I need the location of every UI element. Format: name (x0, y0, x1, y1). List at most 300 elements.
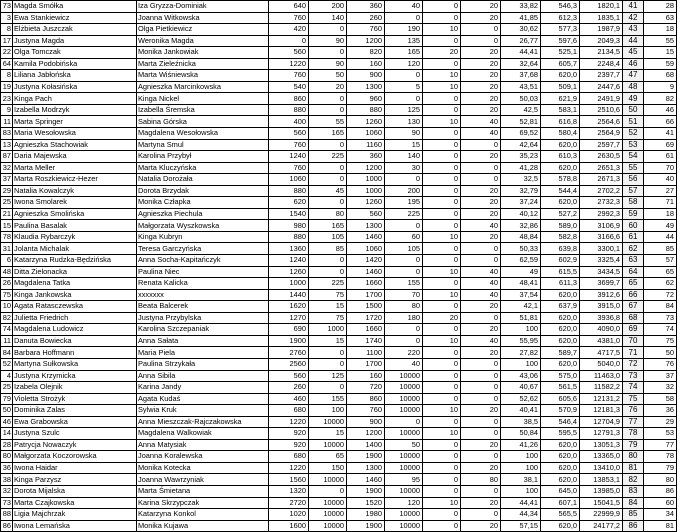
row-number-cell[interactable]: 48 (1, 266, 13, 278)
score-2-cell[interactable]: 10000 (309, 520, 347, 532)
score-2-cell[interactable]: 0 (309, 24, 347, 36)
rank-cell[interactable]: 73 (623, 370, 644, 382)
total-cell[interactable]: 2397,7 (580, 70, 623, 82)
score-3-cell[interactable]: 1160 (347, 139, 385, 151)
player-name-cell[interactable]: Ligia Majchrzak (13, 509, 137, 521)
score-4-cell[interactable]: 10000 (385, 405, 423, 417)
percentage-cell[interactable]: 100 (501, 358, 541, 370)
score-6-cell[interactable]: 20 (461, 347, 501, 359)
player-name-cell[interactable]: Patrycja Nowaczyk (13, 439, 137, 451)
score-4-cell[interactable]: 120 (385, 58, 423, 70)
score-1-cell[interactable]: 1060 (269, 174, 309, 186)
score-2-cell[interactable]: 10000 (309, 439, 347, 451)
row-number-cell[interactable]: 32 (1, 162, 13, 174)
total-cell[interactable]: 2564,9 (580, 128, 623, 140)
percentage-cell[interactable]: 27,82 (501, 347, 541, 359)
score-1-cell[interactable]: 2720 (269, 497, 309, 509)
total-cell[interactable]: 3936,8 (580, 312, 623, 324)
seat-cell[interactable]: 84 (644, 301, 677, 313)
row-number-cell[interactable]: 78 (1, 231, 13, 243)
points-cell[interactable]: 578,8 (541, 174, 580, 186)
rank-cell[interactable]: 75 (623, 393, 644, 405)
player-name-cell[interactable]: Dorota Mijalska (13, 485, 137, 497)
partner-name-cell[interactable]: Agnieszka Marcinkowska (137, 81, 269, 93)
score-3-cell[interactable]: 1700 (347, 289, 385, 301)
score-3-cell[interactable]: 1200 (347, 162, 385, 174)
player-name-cell[interactable]: Jolanta Michalak (13, 243, 137, 255)
partner-name-cell[interactable]: Anna Matysiak (137, 439, 269, 451)
total-cell[interactable]: 2134,5 (580, 47, 623, 59)
score-1-cell[interactable]: 880 (269, 185, 309, 197)
score-1-cell[interactable]: 2560 (269, 358, 309, 370)
player-name-cell[interactable]: Agnieszka Smolińska (13, 208, 137, 220)
total-cell[interactable]: 11463,0 (580, 370, 623, 382)
rank-cell[interactable]: 72 (623, 358, 644, 370)
partner-name-cell[interactable]: Anna Sibila (137, 370, 269, 382)
score-4-cell[interactable]: 70 (385, 289, 423, 301)
points-cell[interactable]: 589,7 (541, 347, 580, 359)
player-name-cell[interactable]: Martyna Sułkowska (13, 358, 137, 370)
percentage-cell[interactable]: 48,84 (501, 231, 541, 243)
score-4-cell[interactable]: 105 (385, 243, 423, 255)
score-5-cell[interactable]: 0 (423, 35, 461, 47)
player-name-cell[interactable]: Marta Roszkiewicz-Hezer (13, 174, 137, 186)
score-6-cell[interactable]: 0 (461, 35, 501, 47)
score-5-cell[interactable]: 10 (423, 70, 461, 82)
score-4-cell[interactable]: 30 (385, 162, 423, 174)
percentage-cell[interactable]: 100 (501, 485, 541, 497)
score-2-cell[interactable]: 55 (309, 116, 347, 128)
score-3-cell[interactable]: 1300 (347, 220, 385, 232)
rank-cell[interactable]: 62 (623, 243, 644, 255)
partner-name-cell[interactable]: Marta Kluczyńska (137, 162, 269, 174)
partner-name-cell[interactable]: Sabina Górska (137, 116, 269, 128)
points-cell[interactable]: 620,0 (541, 451, 580, 463)
score-1-cell[interactable]: 760 (269, 162, 309, 174)
score-3-cell[interactable]: 1660 (347, 324, 385, 336)
seat-cell[interactable]: 85 (644, 243, 677, 255)
seat-cell[interactable]: 44 (644, 231, 677, 243)
points-cell[interactable]: 577,3 (541, 24, 580, 36)
score-5-cell[interactable]: 0 (423, 485, 461, 497)
player-name-cell[interactable]: Justyna Magda (13, 35, 137, 47)
total-cell[interactable]: 1835,1 (580, 12, 623, 24)
points-cell[interactable]: 620,0 (541, 324, 580, 336)
row-number-cell[interactable]: 52 (1, 358, 13, 370)
score-5-cell[interactable]: 10 (423, 116, 461, 128)
player-name-cell[interactable]: Katarzyna Rudzka-Będzińska (13, 255, 137, 267)
score-6-cell[interactable]: 20 (461, 12, 501, 24)
score-4-cell[interactable]: 0 (385, 220, 423, 232)
player-name-cell[interactable]: Liliana Jabłońska (13, 70, 137, 82)
score-6-cell[interactable]: 20 (461, 104, 501, 116)
score-2-cell[interactable]: 15 (309, 335, 347, 347)
score-1-cell[interactable]: 1220 (269, 58, 309, 70)
percentage-cell[interactable]: 40,12 (501, 208, 541, 220)
rank-cell[interactable]: 66 (623, 289, 644, 301)
points-cell[interactable]: 595,5 (541, 428, 580, 440)
percentage-cell[interactable]: 37,68 (501, 70, 541, 82)
score-4-cell[interactable]: 40 (385, 1, 423, 13)
rank-cell[interactable]: 53 (623, 139, 644, 151)
percentage-cell[interactable]: 55,95 (501, 335, 541, 347)
percentage-cell[interactable]: 32,5 (501, 174, 541, 186)
player-name-cell[interactable]: Elżbieta Juszczak (13, 24, 137, 36)
score-5-cell[interactable]: 0 (423, 104, 461, 116)
score-5-cell[interactable]: 10 (423, 335, 461, 347)
player-name-cell[interactable]: Kinga Parzysz (13, 474, 137, 486)
total-cell[interactable]: 3434,5 (580, 266, 623, 278)
seat-cell[interactable]: 74 (644, 324, 677, 336)
score-3-cell[interactable]: 1900 (347, 451, 385, 463)
partner-name-cell[interactable]: Monika Człapka (137, 197, 269, 209)
score-4-cell[interactable]: 80 (385, 301, 423, 313)
score-3-cell[interactable]: 1460 (347, 474, 385, 486)
score-5-cell[interactable]: 0 (423, 220, 461, 232)
seat-cell[interactable]: 73 (644, 312, 677, 324)
score-1-cell[interactable]: 1220 (269, 416, 309, 428)
total-cell[interactable]: 4717,5 (580, 347, 623, 359)
score-5-cell[interactable]: 0 (423, 139, 461, 151)
score-2-cell[interactable]: 75 (309, 312, 347, 324)
score-3-cell[interactable]: 880 (347, 104, 385, 116)
score-3-cell[interactable]: 1460 (347, 266, 385, 278)
points-cell[interactable]: 605,7 (541, 58, 580, 70)
score-4-cell[interactable]: 0 (385, 266, 423, 278)
score-3-cell[interactable]: 1200 (347, 428, 385, 440)
score-6-cell[interactable]: 0 (461, 509, 501, 521)
points-cell[interactable]: 620,0 (541, 162, 580, 174)
row-number-cell[interactable]: 26 (1, 278, 13, 290)
points-cell[interactable]: 544,4 (541, 185, 580, 197)
points-cell[interactable]: 620,0 (541, 520, 580, 532)
rank-cell[interactable]: 43 (623, 24, 644, 36)
total-cell[interactable]: 13051,3 (580, 439, 623, 451)
rank-cell[interactable]: 84 (623, 497, 644, 509)
seat-cell[interactable]: 68 (644, 70, 677, 82)
score-1-cell[interactable]: 1560 (269, 474, 309, 486)
partner-name-cell[interactable]: Weronika Magda (137, 35, 269, 47)
score-6-cell[interactable]: 80 (461, 474, 501, 486)
rank-cell[interactable]: 44 (623, 35, 644, 47)
score-5-cell[interactable]: 0 (423, 93, 461, 105)
score-4-cell[interactable]: 130 (385, 116, 423, 128)
rank-cell[interactable]: 85 (623, 509, 644, 521)
partner-name-cell[interactable]: Agata Kudaś (137, 393, 269, 405)
score-6-cell[interactable]: 0 (461, 243, 501, 255)
player-name-cell[interactable]: Julietta Friedrich (13, 312, 137, 324)
score-5-cell[interactable]: 0 (423, 197, 461, 209)
row-number-cell[interactable]: 73 (1, 497, 13, 509)
points-cell[interactable]: 582,8 (541, 231, 580, 243)
total-cell[interactable]: 2447,6 (580, 81, 623, 93)
score-3-cell[interactable]: 1520 (347, 497, 385, 509)
score-1-cell[interactable]: 560 (269, 370, 309, 382)
points-cell[interactable]: 615,5 (541, 266, 580, 278)
row-number-cell[interactable]: 13 (1, 139, 13, 151)
score-1-cell[interactable]: 1440 (269, 289, 309, 301)
partner-name-cell[interactable]: Marta Zieleźnicka (137, 58, 269, 70)
percentage-cell[interactable]: 44,41 (501, 497, 541, 509)
partner-name-cell[interactable]: Małgorzata Wyszkowska (137, 220, 269, 232)
total-cell[interactable]: 4381,0 (580, 335, 623, 347)
partner-name-cell[interactable]: Joanna Witkowska (137, 12, 269, 24)
score-4-cell[interactable]: 0 (385, 93, 423, 105)
rank-cell[interactable]: 69 (623, 324, 644, 336)
seat-cell[interactable]: 75 (644, 335, 677, 347)
score-3-cell[interactable]: 1300 (347, 81, 385, 93)
points-cell[interactable]: 620,0 (541, 474, 580, 486)
score-3-cell[interactable]: 360 (347, 1, 385, 13)
percentage-cell[interactable]: 52,62 (501, 393, 541, 405)
score-4-cell[interactable]: 50 (385, 439, 423, 451)
points-cell[interactable]: 570,9 (541, 405, 580, 417)
score-2-cell[interactable]: 15 (309, 301, 347, 313)
score-3-cell[interactable]: 160 (347, 370, 385, 382)
score-4-cell[interactable]: 225 (385, 208, 423, 220)
total-cell[interactable]: 24177,2 (580, 520, 623, 532)
seat-cell[interactable]: 63 (644, 12, 677, 24)
rank-cell[interactable]: 41 (623, 1, 644, 13)
points-cell[interactable]: 607,1 (541, 497, 580, 509)
percentage-cell[interactable]: 50,33 (501, 243, 541, 255)
player-name-cell[interactable]: Olga Tomczak (13, 47, 137, 59)
score-1-cell[interactable]: 1240 (269, 151, 309, 163)
score-2-cell[interactable]: 0 (309, 104, 347, 116)
rank-cell[interactable]: 68 (623, 312, 644, 324)
partner-name-cell[interactable]: Karina Skrzypczak (137, 497, 269, 509)
score-2-cell[interactable]: 75 (309, 289, 347, 301)
score-4-cell[interactable]: 10000 (385, 485, 423, 497)
partner-name-cell[interactable]: Anna Mieszczak-Rajczakowska (137, 416, 269, 428)
row-number-cell[interactable]: 9 (1, 104, 13, 116)
partner-name-cell[interactable]: Natalia Dorożała (137, 174, 269, 186)
score-3-cell[interactable]: 1500 (347, 301, 385, 313)
points-cell[interactable]: 597,6 (541, 35, 580, 47)
points-cell[interactable]: 620,0 (541, 462, 580, 474)
row-number-cell[interactable]: 84 (1, 347, 13, 359)
player-name-cell[interactable]: Iwona Lemańska (13, 520, 137, 532)
score-3-cell[interactable]: 1900 (347, 485, 385, 497)
score-2-cell[interactable]: 150 (309, 462, 347, 474)
seat-cell[interactable]: 57 (644, 255, 677, 267)
rank-cell[interactable]: 47 (623, 70, 644, 82)
rank-cell[interactable]: 55 (623, 162, 644, 174)
seat-cell[interactable]: 78 (644, 451, 677, 463)
score-2-cell[interactable]: 20 (309, 81, 347, 93)
percentage-cell[interactable]: 35,23 (501, 151, 541, 163)
seat-cell[interactable]: 28 (644, 1, 677, 13)
player-name-cell[interactable]: Ditta Zielonacka (13, 266, 137, 278)
rank-cell[interactable]: 63 (623, 255, 644, 267)
score-1-cell[interactable]: 0 (269, 35, 309, 47)
seat-cell[interactable]: 62 (644, 278, 677, 290)
score-6-cell[interactable]: 0 (461, 370, 501, 382)
score-5-cell[interactable]: 10 (423, 289, 461, 301)
score-4-cell[interactable]: 0 (385, 174, 423, 186)
score-2-cell[interactable]: 0 (309, 139, 347, 151)
score-6-cell[interactable]: 20 (461, 324, 501, 336)
score-5-cell[interactable]: 0 (423, 324, 461, 336)
score-4-cell[interactable]: 10000 (385, 428, 423, 440)
seat-cell[interactable]: 9 (644, 81, 677, 93)
points-cell[interactable]: 620,0 (541, 439, 580, 451)
score-5-cell[interactable]: 0 (423, 185, 461, 197)
row-number-cell[interactable]: 10 (1, 301, 13, 313)
score-2-cell[interactable]: 0 (309, 347, 347, 359)
points-cell[interactable]: 620,0 (541, 197, 580, 209)
partner-name-cell[interactable]: Monika Kotecka (137, 462, 269, 474)
points-cell[interactable]: 589,0 (541, 220, 580, 232)
seat-cell[interactable]: 46 (644, 104, 677, 116)
score-2-cell[interactable]: 85 (309, 243, 347, 255)
seat-cell[interactable]: 86 (644, 485, 677, 497)
seat-cell[interactable]: 37 (644, 370, 677, 382)
points-cell[interactable]: 602,9 (541, 255, 580, 267)
score-5-cell[interactable]: 0 (423, 393, 461, 405)
player-name-cell[interactable]: Kinga Pach (13, 93, 137, 105)
seat-cell[interactable]: 50 (644, 347, 677, 359)
row-number-cell[interactable]: 17 (1, 35, 13, 47)
score-4-cell[interactable]: 180 (385, 312, 423, 324)
score-6-cell[interactable]: 20 (461, 405, 501, 417)
score-6-cell[interactable]: 20 (461, 497, 501, 509)
percentage-cell[interactable]: 50,03 (501, 93, 541, 105)
score-2-cell[interactable]: 10000 (309, 474, 347, 486)
total-cell[interactable]: 3166,6 (580, 231, 623, 243)
player-name-cell[interactable]: Ewa Stankiewicz (13, 12, 137, 24)
row-number-cell[interactable]: 3 (1, 12, 13, 24)
percentage-cell[interactable]: 41,85 (501, 12, 541, 24)
player-name-cell[interactable]: Justyna Kołasińska (13, 81, 137, 93)
row-number-cell[interactable]: 50 (1, 405, 13, 417)
player-name-cell[interactable]: Magda Smółka (13, 1, 137, 13)
score-4-cell[interactable]: 95 (385, 474, 423, 486)
row-number-cell[interactable]: 25 (1, 197, 13, 209)
score-6-cell[interactable]: 0 (461, 485, 501, 497)
score-5-cell[interactable]: 0 (423, 128, 461, 140)
row-number-cell[interactable]: 37 (1, 174, 13, 186)
percentage-cell[interactable]: 62,59 (501, 255, 541, 267)
row-number-cell[interactable]: 64 (1, 58, 13, 70)
score-1-cell[interactable]: 1320 (269, 485, 309, 497)
percentage-cell[interactable]: 37,24 (501, 197, 541, 209)
row-number-cell[interactable]: 31 (1, 243, 13, 255)
player-name-cell[interactable]: Justyna Szulc (13, 428, 137, 440)
total-cell[interactable]: 15041,5 (580, 497, 623, 509)
total-cell[interactable]: 2564,6 (580, 116, 623, 128)
player-name-cell[interactable]: Agata Ratasczewska (13, 301, 137, 313)
score-5-cell[interactable]: 0 (423, 509, 461, 521)
row-number-cell[interactable]: 15 (1, 220, 13, 232)
score-5-cell[interactable]: 0 (423, 462, 461, 474)
total-cell[interactable]: 2491,9 (580, 93, 623, 105)
points-cell[interactable]: 620,0 (541, 312, 580, 324)
player-name-cell[interactable]: Daria Majewska (13, 151, 137, 163)
score-5-cell[interactable]: 0 (423, 278, 461, 290)
row-number-cell[interactable]: 11 (1, 335, 13, 347)
score-3-cell[interactable]: 260 (347, 12, 385, 24)
score-1-cell[interactable]: 880 (269, 231, 309, 243)
score-4-cell[interactable]: 0 (385, 12, 423, 24)
rank-cell[interactable]: 54 (623, 151, 644, 163)
score-4-cell[interactable]: 10000 (385, 382, 423, 394)
score-5-cell[interactable]: 20 (423, 47, 461, 59)
total-cell[interactable]: 12704,9 (580, 416, 623, 428)
percentage-cell[interactable]: 43,51 (501, 81, 541, 93)
rank-cell[interactable]: 65 (623, 278, 644, 290)
score-4-cell[interactable]: 195 (385, 197, 423, 209)
row-number-cell[interactable]: 32 (1, 485, 13, 497)
score-2-cell[interactable]: 225 (309, 278, 347, 290)
score-4-cell[interactable]: 120 (385, 497, 423, 509)
partner-name-cell[interactable]: Karolina Przybył (137, 151, 269, 163)
score-6-cell[interactable]: 0 (461, 358, 501, 370)
score-2-cell[interactable]: 15 (309, 428, 347, 440)
rank-cell[interactable]: 79 (623, 439, 644, 451)
rank-cell[interactable]: 83 (623, 485, 644, 497)
score-1-cell[interactable]: 1260 (269, 266, 309, 278)
score-6-cell[interactable]: 0 (461, 428, 501, 440)
score-2-cell[interactable]: 0 (309, 485, 347, 497)
score-1-cell[interactable]: 920 (269, 439, 309, 451)
points-cell[interactable]: 620,0 (541, 70, 580, 82)
score-1-cell[interactable]: 460 (269, 393, 309, 405)
score-1-cell[interactable]: 400 (269, 116, 309, 128)
player-name-cell[interactable]: Natalia Kowalczyk (13, 185, 137, 197)
rank-cell[interactable]: 61 (623, 231, 644, 243)
score-6-cell[interactable]: 0 (461, 312, 501, 324)
score-3-cell[interactable]: 1260 (347, 197, 385, 209)
row-number-cell[interactable]: 75 (1, 289, 13, 301)
score-2-cell[interactable]: 0 (309, 93, 347, 105)
percentage-cell[interactable]: 100 (501, 451, 541, 463)
score-4-cell[interactable]: 60 (385, 231, 423, 243)
player-name-cell[interactable]: Dominika Zalas (13, 405, 137, 417)
percentage-cell[interactable]: 42,5 (501, 104, 541, 116)
score-6-cell[interactable]: 20 (461, 439, 501, 451)
score-2-cell[interactable]: 10000 (309, 416, 347, 428)
total-cell[interactable]: 2630,5 (580, 151, 623, 163)
partner-name-cell[interactable]: Izabella Śremska (137, 104, 269, 116)
seat-cell[interactable]: 32 (644, 382, 677, 394)
score-5-cell[interactable]: 0 (423, 174, 461, 186)
player-name-cell[interactable]: Paulina Basalak (13, 220, 137, 232)
player-name-cell[interactable]: Agnieszka Stachowiak (13, 139, 137, 151)
score-1-cell[interactable]: 1600 (269, 520, 309, 532)
total-cell[interactable]: 4090,0 (580, 324, 623, 336)
partner-name-cell[interactable]: Magdalena Walkowiak (137, 428, 269, 440)
partner-name-cell[interactable]: Monika Kujawa (137, 520, 269, 532)
score-2-cell[interactable]: 10000 (309, 509, 347, 521)
score-5-cell[interactable]: 10 (423, 428, 461, 440)
row-number-cell[interactable]: 86 (1, 520, 13, 532)
seat-cell[interactable]: 60 (644, 497, 677, 509)
total-cell[interactable]: 13985,0 (580, 485, 623, 497)
score-6-cell[interactable]: 20 (461, 462, 501, 474)
rank-cell[interactable]: 45 (623, 47, 644, 59)
rank-cell[interactable]: 70 (623, 335, 644, 347)
seat-cell[interactable]: 53 (644, 428, 677, 440)
percentage-cell[interactable]: 42,64 (501, 139, 541, 151)
score-1-cell[interactable]: 920 (269, 428, 309, 440)
row-number-cell[interactable]: 11 (1, 116, 13, 128)
score-3-cell[interactable]: 900 (347, 416, 385, 428)
score-6-cell[interactable]: 20 (461, 1, 501, 13)
score-4-cell[interactable]: 10000 (385, 520, 423, 532)
player-name-cell[interactable]: Marta Springer (13, 116, 137, 128)
score-2-cell[interactable]: 100 (309, 405, 347, 417)
